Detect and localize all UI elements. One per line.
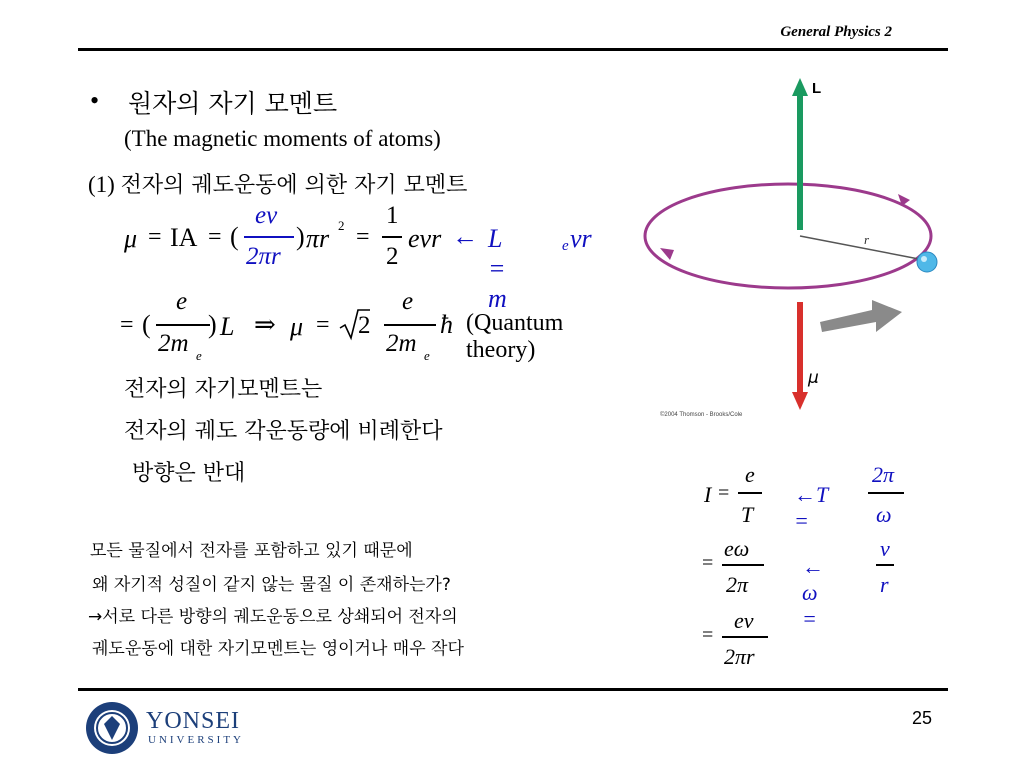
eq1-IA: IA (170, 223, 198, 252)
mu-arrowhead (792, 392, 808, 410)
radius-line (800, 236, 924, 260)
eq1-num: ev (255, 202, 278, 229)
eq2-num2: e (402, 288, 414, 315)
question-line-2: 왜 자기적 성질이 같지 않는 물질 이 존재하는가? (92, 575, 451, 595)
eq1-evr: evr (408, 224, 442, 253)
side-frac-bar-5 (722, 636, 768, 638)
eq1-frac-bar-2 (382, 236, 402, 238)
mu-label: μ (808, 368, 819, 388)
eq2-implies: ⇒ (254, 310, 276, 339)
side-v: v (880, 536, 890, 561)
top-divider (78, 48, 948, 51)
eq2-num: e (176, 288, 188, 315)
side-eq-1: = (718, 482, 730, 504)
eq1-equals-3: = (356, 224, 370, 250)
orbit-arrowhead-2 (660, 248, 674, 260)
electron-highlight (921, 256, 927, 262)
question-line-3: →서로 다른 방향의 궤도운동으로 상쇄되어 전자의 (88, 607, 458, 627)
L-arrowhead (792, 78, 808, 96)
section-number: (1) (88, 172, 115, 197)
bullet-marker: • (90, 86, 100, 115)
eq2-lparen: ( (142, 310, 151, 339)
note-line-1: 전자의 자기모멘트는 (124, 377, 323, 402)
quantum-theory-label: (Quantum theory) (466, 310, 564, 363)
side-e: e (745, 462, 755, 487)
side-eq-2: = (702, 552, 714, 574)
eq2-hbar: ħ (440, 310, 453, 339)
section-heading (88, 168, 467, 199)
note-line-2: 전자의 궤도 각운동량에 비례한다 (124, 419, 443, 444)
eq2-equals-2: = (316, 312, 330, 338)
eq2-sub2: e (424, 348, 430, 363)
bottom-divider (78, 688, 948, 691)
eq2-mu: μ (290, 312, 304, 341)
eq1-e-sub: e (562, 238, 569, 254)
figure-credit: ©2004 Thomson - Brooks/Cole (660, 412, 743, 418)
L-label: L (812, 80, 822, 97)
orbit-figure (640, 70, 940, 415)
side-frac-bar-4 (876, 564, 894, 566)
question-line-1: 모든 물질에서 전자를 포함하고 있기 때문에 (90, 541, 413, 561)
side-2pi-2: 2π (726, 572, 749, 597)
eq1-one: 1 (386, 202, 399, 229)
eq2-frac-bar-2 (384, 324, 436, 326)
eq1-equals: = (148, 224, 162, 250)
eq1-L-relation: L = m (488, 224, 507, 313)
side-2pi: 2π (872, 462, 895, 487)
eq2-rparen: ) (208, 310, 217, 339)
r-label: r (864, 232, 870, 247)
logo-main: YONSEI (146, 708, 240, 734)
eq1-lparen: ( (230, 222, 239, 251)
side-I: I (704, 482, 712, 507)
side-frac-bar-1 (738, 492, 762, 494)
side-T: T (741, 502, 754, 527)
orbit-ellipse (645, 184, 931, 288)
eq1-mu: μ (124, 224, 138, 253)
eq2-sub: e (196, 348, 202, 363)
side-arrow-T: ←T = (794, 482, 828, 533)
side-r: r (880, 572, 889, 597)
section-label: 전자의 궤도운동에 의한 자기 모멘트 (120, 173, 468, 198)
title-english: (The magnetic moments of atoms) (124, 126, 441, 151)
side-2pi-r: 2πr (724, 644, 755, 669)
eq1-equals-2: = (208, 224, 222, 250)
university-seal-icon (84, 700, 140, 756)
eq2-L: L (220, 312, 235, 341)
eq1-square: 2 (338, 218, 345, 233)
side-arrow-omega: ← ω = (802, 554, 824, 631)
course-header: General Physics 2 (780, 24, 892, 40)
eq1-two: 2 (386, 243, 399, 270)
side-eq-3: = (702, 624, 714, 646)
eq1-den: 2πr (246, 243, 281, 270)
side-ev: ev (734, 608, 754, 633)
eq1-arrow: ← (452, 222, 478, 251)
eq1-pir: πr (306, 224, 330, 253)
side-omega: ω (876, 502, 892, 527)
eq2-den: 2m (158, 330, 189, 357)
page-number: 25 (911, 708, 932, 728)
side-frac-bar-2 (868, 492, 904, 494)
title-korean: 원자의 자기 모멘트 (128, 89, 338, 118)
eq1-rparen: ) (296, 222, 305, 251)
eq1-vr: vr (570, 224, 592, 253)
logo-sub: UNIVERSITY (148, 734, 244, 746)
side-e-omega: eω (724, 536, 750, 561)
motion-arrow (820, 300, 902, 332)
eq2-equals: = (120, 312, 134, 338)
eq2-sqrt2: 2 (358, 312, 371, 339)
eq2-frac-bar (156, 324, 210, 326)
note-line-3: 방향은 반대 (132, 461, 246, 486)
question-line-4: 궤도운동에 대한 자기모멘트는 영이거나 매우 작다 (92, 639, 464, 659)
eq2-den2: 2m (386, 330, 417, 357)
side-frac-bar-3 (722, 564, 764, 566)
eq1-frac-bar (244, 236, 294, 238)
electron (917, 252, 937, 272)
